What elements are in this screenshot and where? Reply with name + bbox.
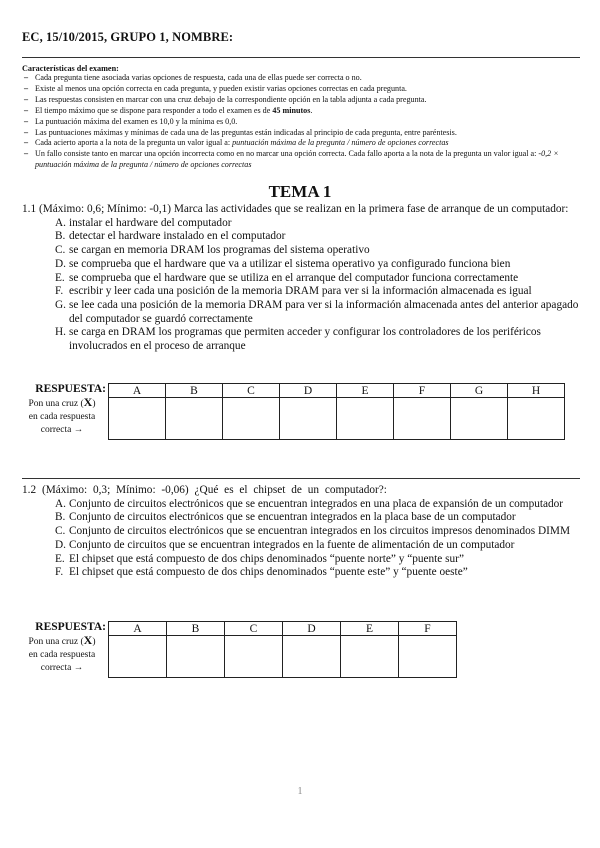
answer-header-f: F bbox=[394, 384, 451, 398]
question-1-1 bbox=[22, 203, 580, 354]
answer-header-e: E bbox=[337, 384, 394, 398]
answer-header-c: C bbox=[223, 384, 280, 398]
answer-header-a: A bbox=[109, 384, 166, 398]
answer-cell-e[interactable] bbox=[337, 398, 394, 440]
answer-header-d: D bbox=[280, 384, 337, 398]
list-item: – Las respuestas consisten en marcar con una cruz debajo de la correspondiente opción en la tabla adjunta a cada pregunta. bbox=[22, 95, 582, 106]
characteristics-title: Características del examen: bbox=[22, 64, 119, 73]
option-item: E. se comprueba que el hardware que se utiliza en el arranque del computador funciona correctamente bbox=[55, 271, 519, 284]
answer-cell-h[interactable] bbox=[508, 398, 565, 440]
tema-title: TEMA 1 bbox=[268, 182, 332, 201]
option-item: B. detectar el hardware instalado en el computador bbox=[55, 230, 286, 243]
characteristics-list bbox=[22, 73, 582, 171]
answer-header-g: G bbox=[451, 384, 508, 398]
answer-cell-a[interactable] bbox=[109, 636, 167, 678]
response-label: RESPUESTA: Pon una cruz (X) en cada respuesta correcta → bbox=[28, 621, 106, 673]
option-item: A. instalar el hardware del computador bbox=[55, 216, 232, 229]
list-item: – Las puntuaciones máximas y mínimas de cada una de las preguntas están indicadas al principio de cada pregunta, entre paréntesis. bbox=[22, 128, 582, 139]
question-1-2 bbox=[22, 484, 580, 580]
hit-formula: puntuación máxima de la pregunta / número de opciones correctas bbox=[232, 138, 449, 148]
question-stem: 1.2 (Máximo: 0,3; Mínimo: -0,06) ¿Qué es el chipset de un computador?: bbox=[22, 484, 387, 496]
option-item: F. El chipset que está compuesto de dos chips denominados “puente este” y “puente oeste” bbox=[55, 566, 468, 579]
header-divider bbox=[22, 57, 580, 58]
list-item: – Cada pregunta tiene asociada varias opciones de respuesta, cada una de ellas puede ser correcta o no. bbox=[22, 73, 582, 84]
list-item: – Existe al menos una opción correcta en cada pregunta, y pueden existir varias opciones correctas en cada pregunta. bbox=[22, 84, 582, 95]
question-options bbox=[22, 217, 580, 354]
option-item: F. escribir y leer cada una posición de la memoria DRAM para ver si la información almacenada es igual bbox=[55, 285, 532, 298]
option-item: D. Conjunto de circuitos que se encuentran integrados en la fuente de alimentación de un computador bbox=[55, 538, 515, 551]
exam-header: EC, 15/10/2015, GRUPO 1, NOMBRE: bbox=[22, 30, 234, 44]
list-item: – La puntuación máxima del examen es 10,0 y la mínima es 0,0. bbox=[22, 117, 582, 128]
question-stem: 1.1 (Máximo: 0,6; Mínimo: -0,1) Marca las actividades que se realizan en la primera fase de arranque de un computador: bbox=[22, 203, 569, 215]
answer-header-h: H bbox=[508, 384, 565, 398]
question-options bbox=[22, 498, 580, 580]
list-item: – El tiempo máximo que se dispone para responder a todo el examen es de 45 minutos. bbox=[22, 106, 582, 117]
page-number: 1 bbox=[297, 786, 303, 797]
answer-cell-f[interactable] bbox=[399, 636, 457, 678]
answer-cell-d[interactable] bbox=[280, 398, 337, 440]
answer-cell-c[interactable] bbox=[223, 398, 280, 440]
option-item: G. se lee cada una posición de la memoria DRAM para ver si la información almacenada antes del anterior apagado del computador se guardó correctamente bbox=[55, 298, 579, 325]
answer-table bbox=[108, 383, 565, 440]
question-divider bbox=[22, 478, 580, 479]
answer-header-c: C bbox=[225, 622, 283, 636]
option-item: B. Conjunto de circuitos electrónicos que se encuentran integrados en la placa base de un computador bbox=[55, 511, 516, 524]
answer-cell-c[interactable] bbox=[225, 636, 283, 678]
answer-header-d: D bbox=[283, 622, 341, 636]
option-item: E. El chipset que está compuesto de dos chips denominados “puente norte” y “puente sur” bbox=[55, 552, 464, 565]
option-item: C. Conjunto de circuitos electrónicos que se encuentran integrados en los circuitos impresos denominados DIMM bbox=[55, 525, 571, 538]
option-item: C. se cargan en memoria DRAM los programas del sistema operativo bbox=[55, 244, 370, 257]
answer-cell-a[interactable] bbox=[109, 398, 166, 440]
answer-cell-f[interactable] bbox=[394, 398, 451, 440]
miss-formula: -0,2 × puntuación máxima de la pregunta / número de opciones correctas bbox=[35, 149, 559, 170]
answer-cell-b[interactable] bbox=[167, 636, 225, 678]
answer-cell-b[interactable] bbox=[166, 398, 223, 440]
answer-header-a: A bbox=[109, 622, 167, 636]
answer-cell-g[interactable] bbox=[451, 398, 508, 440]
list-item: – Un fallo consiste tanto en marcar una opción incorrecta como en no marcar una opción correcta. Cada fallo aporta a la nota de la pregunta un valor igual a: -0,2 × puntuación máxima de la pregunta / número de opciones correctas bbox=[22, 149, 582, 171]
response-label: RESPUESTA: Pon una cruz (X) en cada respuesta correcta → bbox=[28, 383, 106, 435]
option-item: A. Conjunto de circuitos electrónicos que se encuentran integrados en una placa de expansión de un computador bbox=[55, 497, 564, 510]
answer-header-f: F bbox=[399, 622, 457, 636]
list-item: – Cada acierto aporta a la nota de la pregunta un valor igual a: puntuación máxima de la pregunta / número de opciones correctas bbox=[22, 138, 582, 149]
answer-header-b: B bbox=[166, 384, 223, 398]
answer-cell-d[interactable] bbox=[283, 636, 341, 678]
option-item: H. se carga en DRAM los programas que permiten acceder y configurar los controladores de los periféricos involucrados en el proceso de arranque bbox=[55, 326, 541, 353]
answer-header-e: E bbox=[341, 622, 399, 636]
answer-table bbox=[108, 621, 457, 678]
option-item: D. se comprueba que el hardware que va a utilizar el sistema operativo ya configurado funciona bien bbox=[55, 257, 511, 270]
answer-cell-e[interactable] bbox=[341, 636, 399, 678]
answer-header-b: B bbox=[167, 622, 225, 636]
time-limit: 45 minutos bbox=[272, 105, 311, 115]
